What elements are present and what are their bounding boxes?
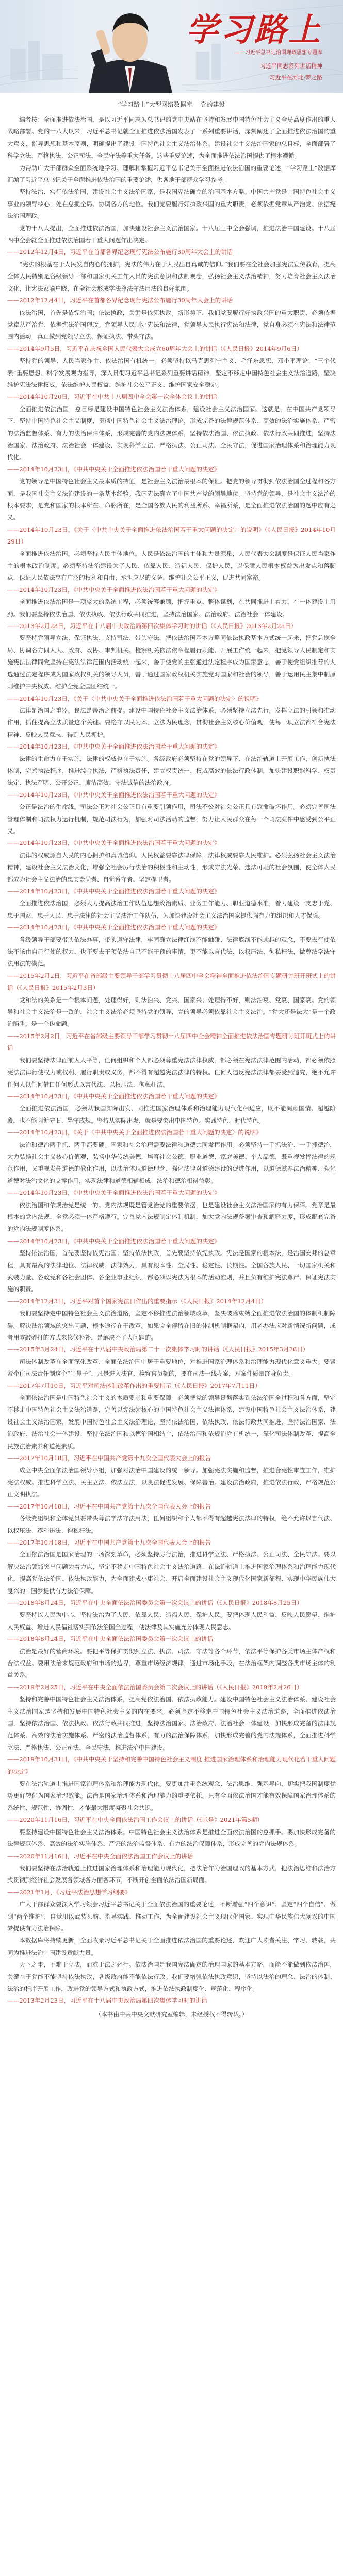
body-paragraph: 全面依法治国是国家治理的一场深刻革命，必须坚持厉行法治，推进科学立法、严格执法、公正司法、全民守法。要以解决法治领域突出问题为着力点，坚定不移走中国特色社会主义法治道路，在法治轨道上推进国家治理体系和治理能力现代化，提高党依法治国、依法执政能力，为全面建成小康社会、开启全面建设社会主义现代化国家新征程、实现中华民族伟大复兴的中国梦提供有力法治保障。 — [7, 1551, 336, 1595]
quote-source: ——2012年12月4日，习近平在首都各界纪念现行宪法公布施行30周年大会上的讲话 — [7, 297, 233, 304]
banner-title: 学习路上 — [186, 11, 322, 48]
body-paragraph: 坚持党的领导、人民当家作主、依法治国有机统一。必须坚持以马克思列宁主义、毛泽东思想、邓小平理论、“三个代表”重要思想、科学发展观为指导，深入贯彻习近平总书记系列重要讲话精神，坚定不移走中国特色社会主义法治道路，坚决维护宪法法律权威，依法维护人民权益、维护社会公平正义、维护国家安全稳定。 — [7, 357, 336, 388]
article-body — [0, 100, 343, 2019]
body-paragraph: 为帮助广大干部群众全面系统地学习、理解和掌握习近平总书记关于全面推进依法治国的重要论述，“学习路上”数据库汇编了习近平总书记关于全面推进依法治国的重要论述，供各地干部群众学习参考。 — [7, 164, 336, 184]
body-paragraph: “宪法的根基在于人民发自内心的拥护，宪法的伟力在于人民出自真诚的信仰。”我们要在全社会加强宪法宣传教育，提高全体人民特别是各级领导干部和国家机关工作人员的宪法意识和法制观念，弘扬社会主义法治精神，努力培育社会主义法治文化，让宪法家喻户晓，在全社会形成学法尊法守法用法的良好氛围。 — [7, 260, 336, 292]
intro-section: 党的建设 — [200, 101, 225, 108]
quote-source: ——2014年10月23日，《中共中央关于全面推进依法治国若干重大问题的决定》 — [7, 1189, 220, 1197]
quote-source: ——2020年11月16日，习近平在中央全面依法治国工作会议上的讲话 — [7, 1852, 193, 1860]
quote-source: ——2019年2月25日，习近平在中央全面依法治国委员会第二次会议上的讲话（《人民日报》2019年2月26日） — [7, 1683, 303, 1691]
body-paragraph: 要在法治轨道上推进国家治理体系和治理能力现代化。要更加注重系统观念、法治思维、强基导向，切实把我国制度优势更好转化为国家治理效能。法治是国家治理体系和治理能力的重要依托。只有全面依法治国才能有效保障国家治理体系的系统性、规范性、协调性，才能最大限度凝聚社会共识。 — [7, 1780, 336, 1811]
quote-source: ——2014年9月5日，习近平在庆祝全国人民代表大会成立60周年大会上的讲话（《人民日报》2014年9月6日） — [7, 345, 303, 352]
quote-source: ——2014年10月23日，《中共中央关于全面推进依法治国若干重大问题的决定》 — [7, 465, 220, 473]
body-paragraph: 本数据库将持续更新，全面收录习近平总书记关于全面推进依法治国的重要论述，欢迎广大读者关注、学习、转载，共同为推进法治中国建设贡献力量。 — [7, 1937, 336, 1956]
body-paragraph: 天下之事，不难于立法，而难于法之必行。依法治国是我国宪法确定的治理国家的基本方略，而能不能做到依法治国，关键在于党能不能坚持依法执政，各级政府能不能依法行政。我们要增强依法执政意识，坚持以法治的理念、法治的体制、法治的程序开展工作，改进党的领导方式和执政方式，推进依法执政制度化、规范化、程序化。 — [7, 1961, 336, 1992]
quote-source: ——2019年10月31日，《中共中央关于坚持和完善中国特色社会主义制度 推进国家治理体系和治理能力现代化若干重大问题的决定》 — [7, 1756, 336, 1775]
body-paragraph: 成立中央全面依法治国领导小组，加强对法治中国建设的统一领导。加强宪法实施和监督，推进合宪性审查工作，维护宪法权威。推进科学立法、民主立法、依法立法，以良法促进发展、保障善治。建设法治政府，推进依法行政，严格规范公正文明执法。 — [7, 1466, 336, 1498]
body-paragraph: 坚持和完善中国特色社会主义法治体系，提高党依法治国、依法执政能力。建设中国特色社会主义法治体系、建设社会主义法治国家是坚持和发展中国特色社会主义的内在要求。必须坚定不移走中国特色社会主义法治道路，全面推进依法治国，坚持依法治国、依法执政、依法行政共同推进，坚持法治国家、法治政府、法治社会一体建设，加快形成完备的法律规范体系、高效的法治实施体系、严密的法治监督体系、有力的法治保障体系，加快形成完善的党内法规体系，全面推进科学立法、严格执法、公正司法、全民守法，推进法治中国建设。 — [7, 1696, 336, 1751]
body-paragraph: 各级领导干部要带头依法办事，带头遵守法律，牢固确立法律红线不能触碰、法律底线不能逾越的观念，不要去行使依法不该由自己行使的权力，也不要去干预依法自己不能干预的事情，更不能以言代法、以权压法、徇私枉法，做尊法学法守法用法的模范。 — [7, 936, 336, 968]
banner-subtitle: ——习近平总书记治国理政思想专题库 — [235, 50, 322, 56]
quote-source: ——2020年11月16日，习近平在中央全面依法治国工作会议上的讲话（《求是》2021年第5期） — [7, 1816, 263, 1824]
body-paragraph: 广大干部群众要深入学习领会习近平总书记关于全面依法治国的重要论述，不断增强“四个意识”、坚定“四个自信”、做到“两个维护”，自觉用以武装头脑、指导实践、推动工作，为全面建设社会主义现代化国家、实现中华民族伟大复兴的中国梦提供有力法治保障。 — [7, 1901, 336, 1932]
banner-tag-2: 习近平在河北·梦之路 — [269, 74, 322, 81]
body-paragraph: 法律的权威源自人民的内心拥护和真诚信仰。人民权益要靠法律保障，法律权威要靠人民维护。必须弘扬社会主义法治精神，建设社会主义法治文化，增强全社会厉行法治的积极性和主动性，形成守法光荣、违法可耻的社会氛围，使全体人民都成为社会主义法治的忠实崇尚者、自觉遵守者、坚定捍卫者。 — [7, 851, 336, 883]
body-paragraph: 党和法的关系是一个根本问题，处理得好，则法治兴、党兴、国家兴；处理得不好，则法治衰、党衰、国家衰。党的领导和社会主义法治是一致的，社会主义法治必须坚持党的领导，党的领导必须依靠社会主义法治。“党大还是法大”是一个政治陷阱，是一个伪命题。 — [7, 996, 336, 1028]
body-paragraph: 全面推进依法治国，总目标是建设中国特色社会主义法治体系，建设社会主义法治国家。这就是，在中国共产党领导下，坚持中国特色社会主义制度，贯彻中国特色社会主义法治理论，形成完备的法律规范体系、高效的法治实施体系、严密的法治监督体系、有力的法治保障体系，形成完善的党内法规体系，坚持依法治国、依法执政、依法行政共同推进，坚持法治国家、法治政府、法治社会一体建设，实现科学立法、严格执法、公正司法、全民守法，促进国家治理体系和治理能力现代化。 — [7, 405, 336, 461]
quote-source: ——2014年10月23日，《中共中央关于全面推进依法治国若干重大问题的决定》 — [7, 924, 220, 931]
body-paragraph: 坚持法治、实行依法治国，建设社会主义法治国家，是我国宪法确立的治国基本方略。中国共产党是中国特色社会主义事业的领导核心，处在总揽全局、协调各方的地位。我们党要履行好执政兴国的重大职责，必须依据党章从严治党、依据宪法治国理政。 — [7, 188, 336, 220]
quote-source: ——2014年12月3日，习近平对首个国家宪法日作出的重要指示（《人民日报》2014年12月4日） — [7, 1297, 267, 1305]
quote-source: ——2017年7月10日，习近平对司法体制改革作出的重要指示（《人民日报》2017年7月11日） — [7, 1382, 261, 1389]
quote-source: ——2021年1月，《习近平法治思想学习纲要》 — [7, 1888, 131, 1896]
body-paragraph: 公正是法治的生命线。司法公正对社会公正具有重要引领作用，司法不公对社会公正具有致命破坏作用。必须完善司法管理体制和司法权力运行机制，规范司法行为，加强对司法活动的监督，努力让人民群众在每一个司法案件中感受到公平正义。 — [7, 803, 336, 835]
body-paragraph: 法律的生命力在于实施，法律的权威也在于实施。各级政府必须坚持在党的领导下、在法治轨道上开展工作，创新执法体制，完善执法程序，推进综合执法，严格执法责任，建立权责统一、权威高效的依法行政体制，加快建设职能科学、权责法定、执法严明、公开公正、廉洁高效、守法诚信的法治政府。 — [7, 755, 336, 787]
quote-source: ——2018年8月24日，习近平在中央全面依法治国委员会第一次会议上的讲话（《人民日报》2018年8月25日） — [7, 1599, 303, 1606]
article-intro — [7, 100, 336, 109]
quote-source: ——2017年10月18日，习近平在中国共产党第十九次全国代表大会上的报告 — [7, 1454, 211, 1462]
body-paragraph: 司法体制改革在全面深化改革、全面依法治国中居于重要地位，对推进国家治理体系和治理能力现代化意义重大。要紧紧牵住司法责任制这个“牛鼻子”，凡是进入法官、检察官员额的，要在司法一线办案，对案件质量终身负责。 — [7, 1358, 336, 1378]
body-paragraph: 依法治国，首先是依宪治国；依法执政，关键是依宪执政。新形势下，我们党要履行好执政兴国的重大职责，必须依据党章从严治党、依据宪法治国理政。党领导人民制定宪法和法律，党领导人民执行宪法和法律，党自身必须在宪法和法律范围内活动，真正做到党领导立法、保证执法、带头守法。 — [7, 309, 336, 341]
quote-source: ——2014年10月23日，《中共中央关于全面推进依法治国若干重大问题的决定》 — [7, 1092, 220, 1100]
body-paragraph: 党的领导是中国特色社会主义最本质的特征，是社会主义法治最根本的保证。把党的领导贯彻到依法治国全过程和各方面，是我国社会主义法治建设的一条基本经验。我国宪法确立了中国共产党的领导地位。坚持党的领导，是社会主义法治的根本要求，是党和国家的根本所在、命脉所在，是全国各族人民的利益所系、幸福所系，是全面推进依法治国的题中应有之义。 — [7, 478, 336, 521]
body-paragraph: 要坚持以人民为中心，坚持法治为了人民、依靠人民、造福人民、保护人民。要把体现人民利益、反映人民愿望、维护人民权益、增进人民福祉落实到依法治国全过程，使法律及其实施充分体现人民意志。 — [7, 1611, 336, 1631]
body-paragraph: 党的十八大提出，全面推进依法治国，加快建设社会主义法治国家。十八届三中全会强调，推进法治中国建设。十八届四中全会就全面推进依法治国若干重大问题作出决定。 — [7, 224, 336, 244]
paragraph-list — [7, 114, 336, 2007]
body-paragraph: 法治是最好的营商环境。要把平等保护贯彻到立法、执法、司法、守法等各个环节，依法平等保护各类市场主体产权和合法权益。要用法治来规范政府和市场的边界，尊重市场经济规律，通过市场化手段，在法治框架内调整各类市场主体的利益关系。 — [7, 1647, 336, 1679]
intro-title: “学习路上”大型网络数据库 — [118, 101, 192, 108]
quote-source: ——2013年2月23日，习近平在十八届中央政治局第四次集体学习时的讲话 — [7, 1997, 207, 2005]
body-paragraph: 我们要坚持在法治轨道上推进国家治理体系和治理能力现代化，把法治作为治国理政的基本方式，把法治思维和法治方式贯彻到经济社会发展各领域各方面各环节，不断开创全面依法治国新局面。 — [7, 1864, 336, 1884]
body-paragraph: 我们要坚持法律面前人人平等，任何组织和个人都必须尊重宪法法律权威，都必须在宪法法律范围内活动，都必须依照宪法法律行使权力或权利、履行职责或义务，都不得有超越宪法法律的特权。任何人违反宪法法律都要受到追究，绝不允许任何人以任何借口任何形式以言代法、以权压法、徇私枉法。 — [7, 1056, 336, 1088]
quote-source: ——2014年10月23日，《中共中央关于全面推进依法治国若干重大问题的决定》 — [7, 586, 220, 594]
quote-source: ——2014年10月23日，《关于〈中共中央关于全面推进依法治国若干重大问题的决定〉的说明》 — [7, 1129, 262, 1137]
body-paragraph: 要坚持党领导立法、保证执法、支持司法、带头守法，把依法治国基本方略同依法执政基本方式统一起来，把党总揽全局、协调各方同人大、政府、政协、审判机关、检察机关依法依章程履行职能、开展工作统一起来，把党领导人民制定和实施宪法法律同党坚持在宪法法律范围内活动统一起来，善于使党的主张通过法定程序成为国家意志，善于使党组织推荐的人选通过法定程序成为国家政权机关的领导人员，善于通过国家政权机关实施党对国家和社会的领导，善于运用民主集中制原则维护中央权威、维护全党全国团结统一。 — [7, 634, 336, 690]
brand-block — [186, 4, 322, 56]
quote-source: ——2014年10月23日，《中共中央关于全面推进依法治国若干重大问题的决定》 — [7, 1237, 220, 1245]
body-paragraph: 全面推进依法治国是一项庞大的系统工程，必须统筹兼顾、把握重点、整体谋划，在共同推进上着力，在一体建设上用劲。我们要坚持依法治国、依法执政、依法行政共同推进，坚持法治国家、法治政府、法治社会一体建设。 — [7, 598, 336, 618]
body-paragraph: 我们要坚持走中国特色社会主义法治道路，坚定不移推进法治领域改革，坚决破除束缚全面推进依法治国的体制机制障碍。解决法治领域的突出问题，根本途径在于改革。如果完全停留在旧的体制机制框架内，用老办法应对新情况新问题，或者用零敲碎打的方式来修修补补，是解决不了大问题的。 — [7, 1310, 336, 1342]
body-paragraph: 法治和德治两手抓、两手都要硬。国家和社会治理需要法律和道德共同发挥作用。必须坚持一手抓法治、一手抓德治，大力弘扬社会主义核心价值观，弘扬中华传统美德，培育社会公德、职业道德、家庭美德、个人品德，既重视发挥法律的规范作用，又重视发挥道德的教化作用，以法治体现道德理念、强化法律对道德建设的促进作用，以道德滋养法治精神、强化道德对法治文化的支撑作用，实现法律和道德相辅相成、法治和德治相得益彰。 — [7, 1141, 336, 1184]
quote-source: ——2017年10月18日，习近平在中国共产党第十九次全国代表大会上的报告 — [7, 1502, 211, 1510]
body-paragraph: 法律是治国之重器，良法是善治之前提。建设中国特色社会主义法治体系，必须坚持立法先行，发挥立法的引领和推动作用，抓住提高立法质量这个关键。要恪守以民为本、立法为民理念，贯彻社会主义核心价值观，使每一项立法都符合宪法精神、反映人民意志、得到人民拥护。 — [7, 706, 336, 738]
quote-source: ——2012年12月4日，习近平在首都各界纪念现行宪法公布施行30周年大会上的讲话 — [7, 248, 233, 256]
body-paragraph: 全面推进依法治国，必须坚持人民主体地位。人民是依法治国的主体和力量源泉，人民代表大会制度是保证人民当家作主的根本政治制度。必须坚持法治建设为了人民、依靠人民、造福人民、保护人民，以保障人民根本权益为出发点和落脚点，保证人民依法享有广泛的权利和自由、承担应尽的义务，维护社会公平正义，促进共同富裕。 — [7, 550, 336, 582]
quote-source: ——2014年10月23日，《中共中央关于全面推进依法治国若干重大问题的决定》 — [7, 791, 220, 799]
quote-source: ——2014年10月20日，习近平在中共十八届四中全会第一次全体会议上的讲话 — [7, 393, 217, 401]
portrait-image — [78, 0, 182, 93]
quote-source: ——2017年10月18日，习近平在中国共产党第十九次全国代表大会上的报告 — [7, 1538, 211, 1546]
body-paragraph: 要坚持建设中国特色社会主义法治体系。中国特色社会主义法治体系是推进全面依法治国的总抓手。要加快形成完备的法律规范体系、高效的法治实施体系、严密的法治监督体系、有力的法治保障体系，形成完善的党内法规体系。 — [7, 1828, 336, 1848]
body-paragraph: 全面推进依法治国，必须大力提高法治工作队伍思想政治素质、业务工作能力、职业道德水准，着力建设一支忠于党、忠于国家、忠于人民、忠于法律的社会主义法治工作队伍，为加快建设社会主义法治国家提供强有力的组织和人才保障。 — [7, 900, 336, 919]
quote-source: ——2013年2月23日，习近平在十八届中央政治局第四次集体学习时的讲话（《人民日报》2013年2月25日） — [7, 622, 297, 630]
quote-source: ——2014年10月23日，《关于〈中共中央关于全面推进依法治国若干重大问题的决定〉的说明》（《人民日报》2014年10月29日） — [7, 526, 336, 546]
body-paragraph: 编者按：全面推进依法治国，是以习近平同志为总书记的党中央站在坚持和发展中国特色社会主义全局高度作出的重大战略部署。党的十八大以来，习近平总书记就全面推进依法治国发表了一系列重要讲话，深刻阐述了全面推进依法治国的重大意义、指导思想和基本原则，明确提出了建设中国特色社会主义法治体系、建设社会主义法治国家的总目标，全面部署了科学立法、严格执法、公正司法、全民守法等重大任务。这些重要论述，为全面推进依法治国提供了根本遵循。 — [7, 116, 336, 160]
quote-source: ——2014年10月23日，《中共中央关于全面推进依法治国若干重大问题的决定》 — [7, 743, 220, 751]
quote-source: ——2018年8月24日，习近平在中央全面依法治国委员会第一次会议上的讲话 — [7, 1635, 214, 1643]
footer-note: （本书由中共中央文献研究室编辑，未经授权不得转载。） — [95, 2010, 248, 2018]
body-paragraph: 依法治国和依规治党是统一的。党内法规既是管党治党的重要依据，也是建设社会主义法治国家的有力保障。党章是最根本的党内法规，全党必须一体严格遵行。完善党内法规制定体制机制，加大党内法规备案审查和解释力度，形成配套完备的党内法规制度体系。 — [7, 1201, 336, 1233]
quote-source: ——2014年10月23日，《中共中央关于全面推进依法治国若干重大问题的决定》 — [7, 839, 220, 847]
quote-source: ——2015年2月2日，习近平在省部级主要领导干部学习贯彻十八届四中全会精神全面推进依法治国专题研讨班开班式上的讲话（《人民日报》2015年2月3日） — [7, 972, 336, 992]
quote-source: ——2015年3月24日，习近平在十八届中央政治局第二十一次集体学习时的讲话（《人民日报》2015年3月26日） — [7, 1346, 309, 1353]
body-paragraph: 全面推进依法治国，必须从我国实际出发，同推进国家治理体系和治理能力现代化相适应，既不能罔顾国情、超越阶段，也不能因循守旧、墨守成规。坚持从实际出发，就是要突出中国特色、实践特色、时代特色。 — [7, 1105, 336, 1124]
body-paragraph: 坚持依法治国，首先要坚持依宪治国；坚持依法执政，首先要坚持依宪执政。宪法是国家的根本法，是治国安邦的总章程，具有最高的法律地位、法律权威、法律效力，具有根本性、全局性、稳定性、长期性。全国各族人民、一切国家机关和武装力量、各政党和各社会团体、各企业事业组织，都必须以宪法为根本的活动准则，并且负有维护宪法尊严、保证宪法实施的职责。 — [7, 1249, 336, 1293]
quote-source: ——2014年10月23日，《中共中央关于全面推进依法治国若干重大问题的决定》 — [7, 888, 220, 895]
body-paragraph: 各级党组织和全体党员要带头尊法学法守法用法，任何组织和个人都不得有超越宪法法律的特权，绝不允许以言代法、以权压法、逐利违法、徇私枉法。 — [7, 1515, 336, 1534]
header-banner — [0, 0, 343, 93]
quote-source: ——2014年10月23日，《关于〈中共中央关于全面推进依法治国若干重大问题的决定〉的说明》 — [7, 694, 262, 702]
banner-tag-1: 习近平同志系列讲话精神 — [260, 63, 322, 70]
quote-source: ——2015年2月2日，习近平在省部级主要领导干部学习贯彻十八届四中全会精神全面推进依法治国专题研讨班开班式上的讲话 — [7, 1032, 336, 1052]
body-paragraph: 全面依法治国是中国特色社会主义的本质要求和重要保障。必须把党的领导贯彻落实到依法治国全过程和各方面，坚定不移走中国特色社会主义法治道路，完善以宪法为核心的中国特色社会主义法律体系，建设中国特色社会主义法治体系，建设社会主义法治国家，发展中国特色社会主义法治理论，坚持依法治国、依法执政、依法行政共同推进，坚持法治国家、法治政府、法治社会一体建设，坚持依法治国和以德治国相结合，依法治国和依规治党有机统一，深化司法体制改革，提高全民族法治素养和道德素质。 — [7, 1394, 336, 1450]
